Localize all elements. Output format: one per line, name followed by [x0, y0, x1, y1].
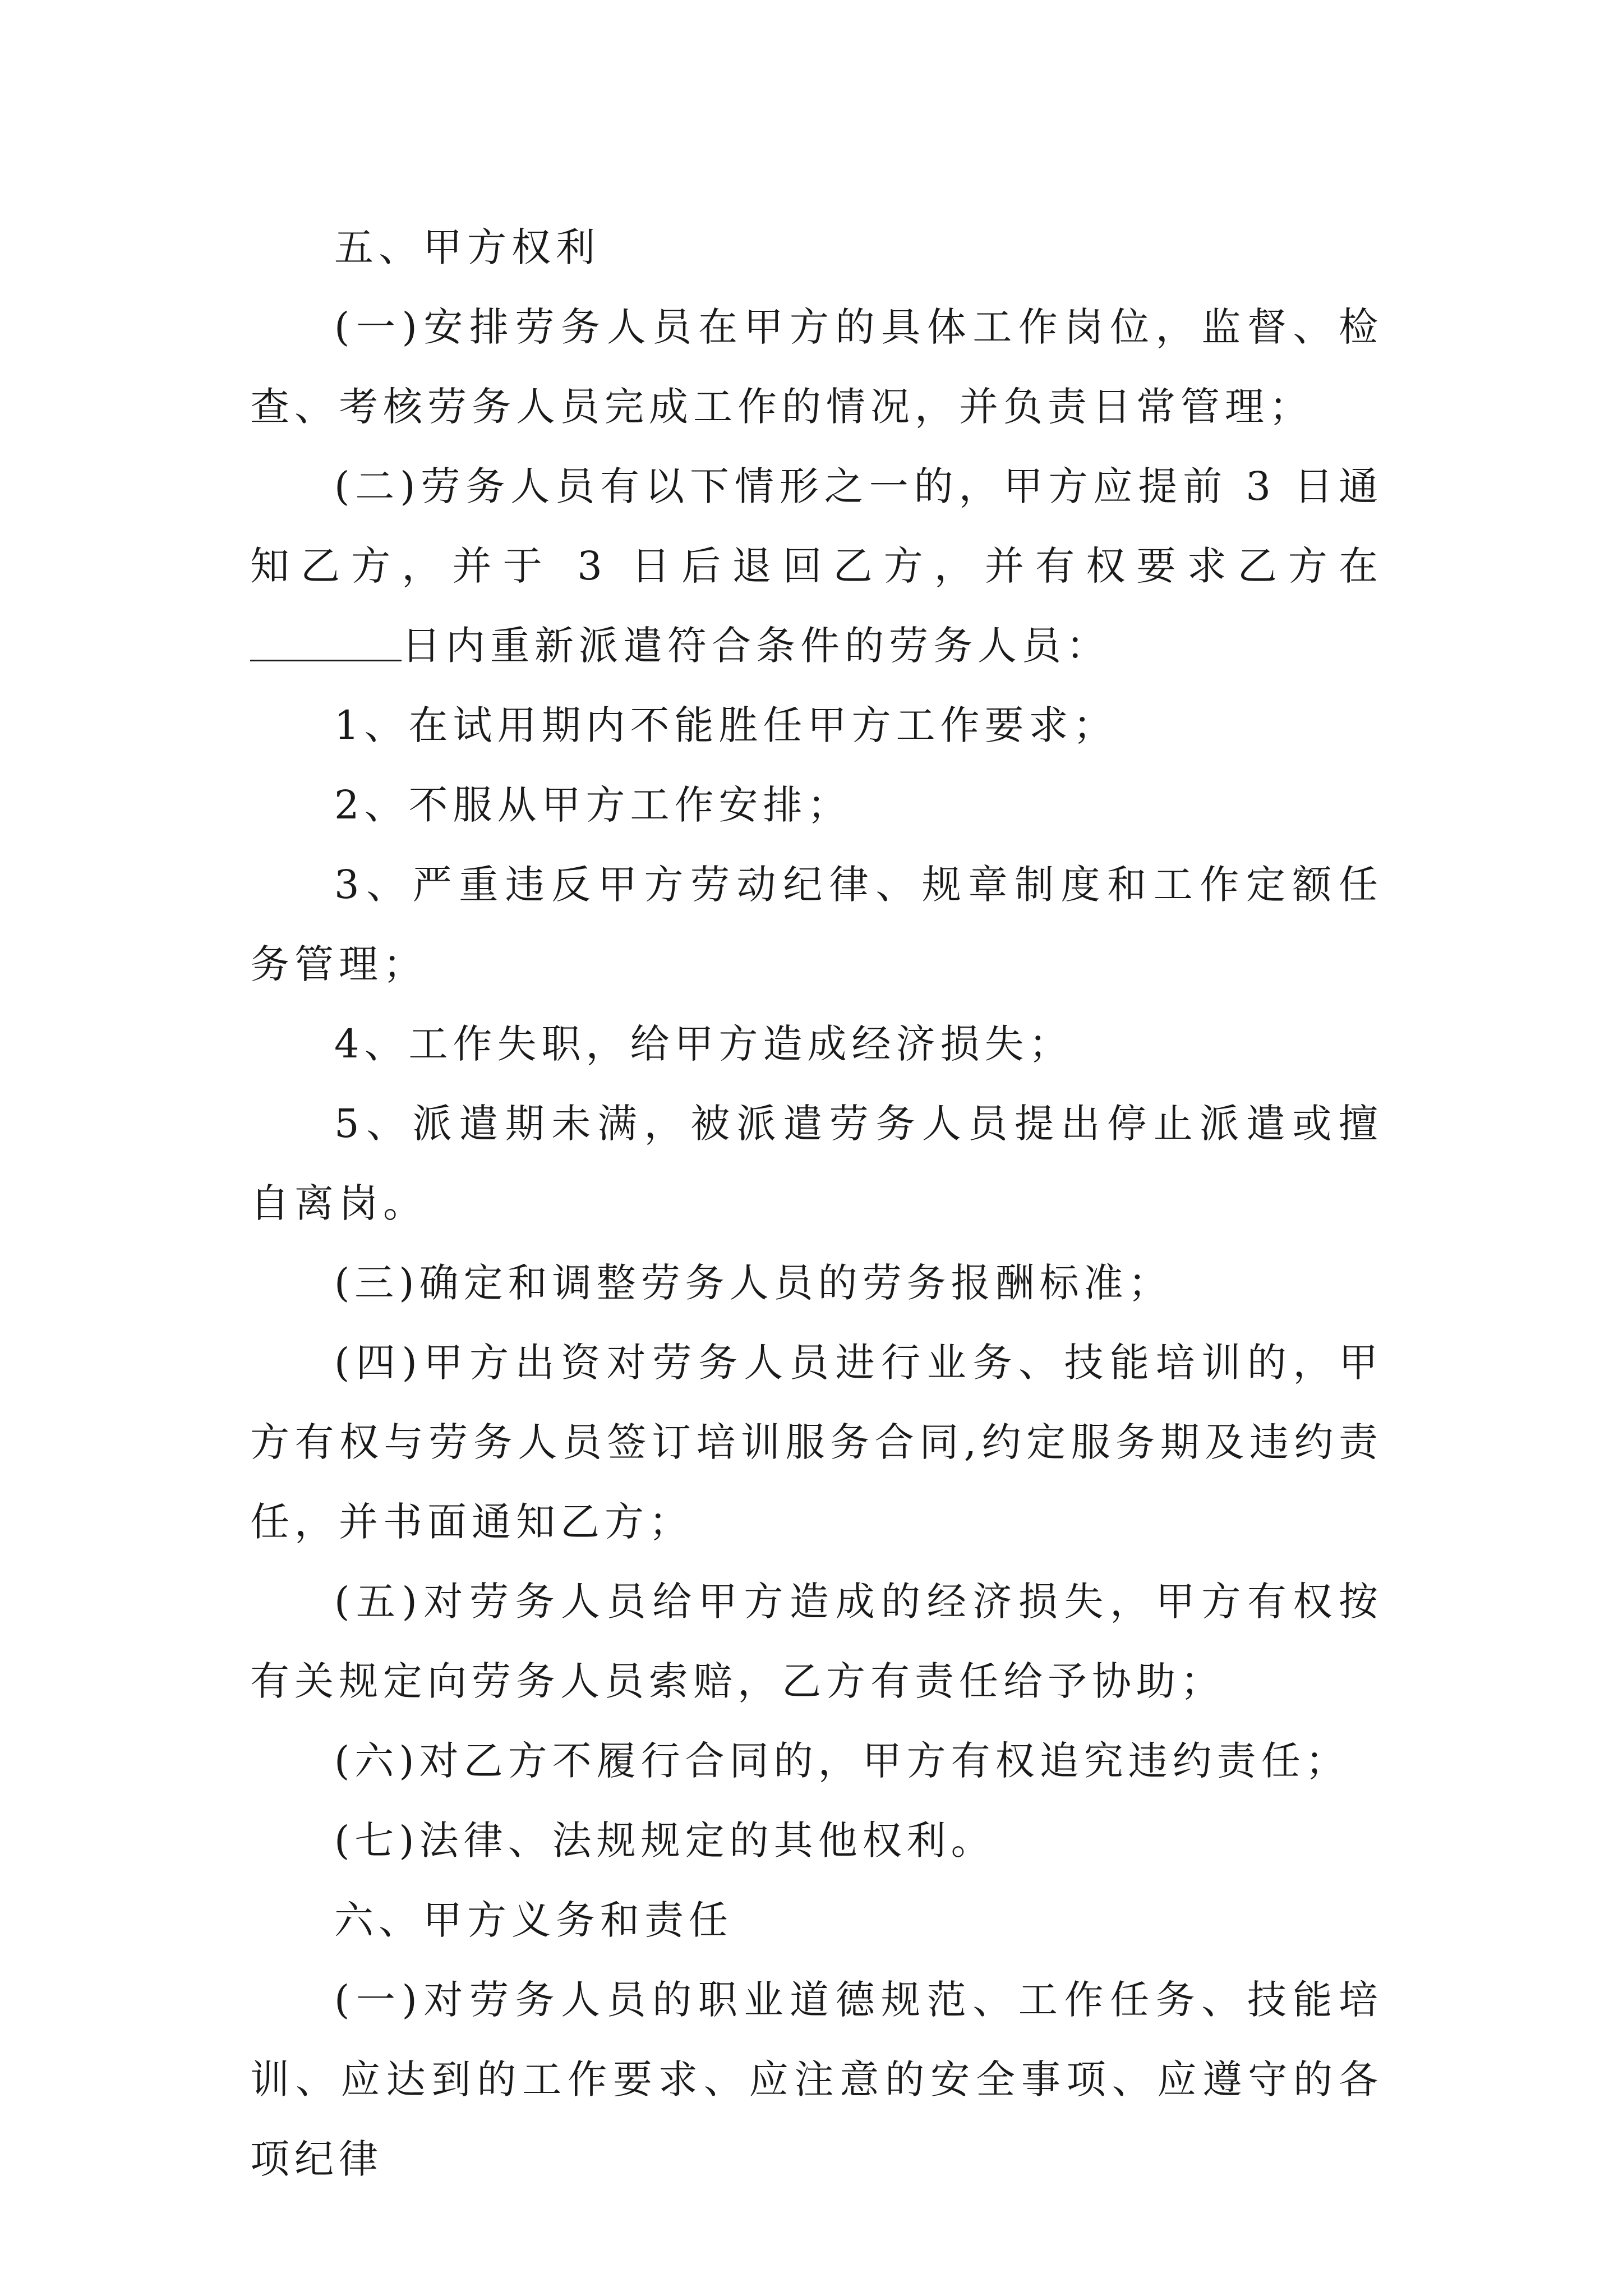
fill-in-blank — [250, 626, 402, 661]
paragraph: (五)对劳务人员给甲方造成的经济损失，甲方有权按有关规定向劳务人员索赔，乙方有责任给予协助； — [250, 1579, 1383, 1704]
list-item: 2、不服从甲方工作安排； — [334, 782, 852, 828]
paragraph — [250, 447, 1383, 685]
section-heading-six: 六、甲方义务和责任 — [334, 1897, 733, 1943]
list-item: 1、在试用期内不能胜任甲方工作要求； — [334, 702, 1118, 748]
paragraph-text: 日内重新派遣符合条件的劳务人员： — [402, 623, 1110, 669]
list-item: 4、工作失职，给甲方造成经济损失； — [334, 1021, 1073, 1067]
paragraph-text: (二)劳务人员有以下情形之一的，甲方应提前 3 日通知乙方，并于 3 日后退回乙方，并有权要求乙方在 — [250, 463, 1383, 589]
paragraph: (一)安排劳务人员在甲方的具体工作岗位，监督、检查、考核劳务人员完成工作的情况，并负责日常管理； — [250, 304, 1383, 430]
document-body — [250, 208, 1383, 2199]
paragraph: (七)法律、法规规定的其他权利。 — [334, 1818, 995, 1864]
paragraph: (四)甲方出资对劳务人员进行业务、技能培训的，甲方有权与劳务人员签订培训服务合同,约定服务期及违约责任，并书面通知乙方； — [250, 1340, 1383, 1545]
section-heading-five: 五、甲方权利 — [334, 224, 600, 270]
list-item: 3、严重违反甲方劳动纪律、规章制度和工作定额任务管理； — [250, 862, 1383, 987]
paragraph: (一)对劳务人员的职业道德规范、工作任务、技能培训、应达到的工作要求、应注意的安全事项、应遵守的各项纪律 — [250, 1977, 1383, 2182]
list-item: 5、派遣期未满，被派遣劳务人员提出停止派遣或擅自离岗。 — [250, 1101, 1383, 1226]
paragraph: (六)对乙方不履行合同的，甲方有权追究违约责任； — [334, 1738, 1350, 1784]
paragraph: (三)确定和调整劳务人员的劳务报酬标准； — [334, 1260, 1173, 1306]
